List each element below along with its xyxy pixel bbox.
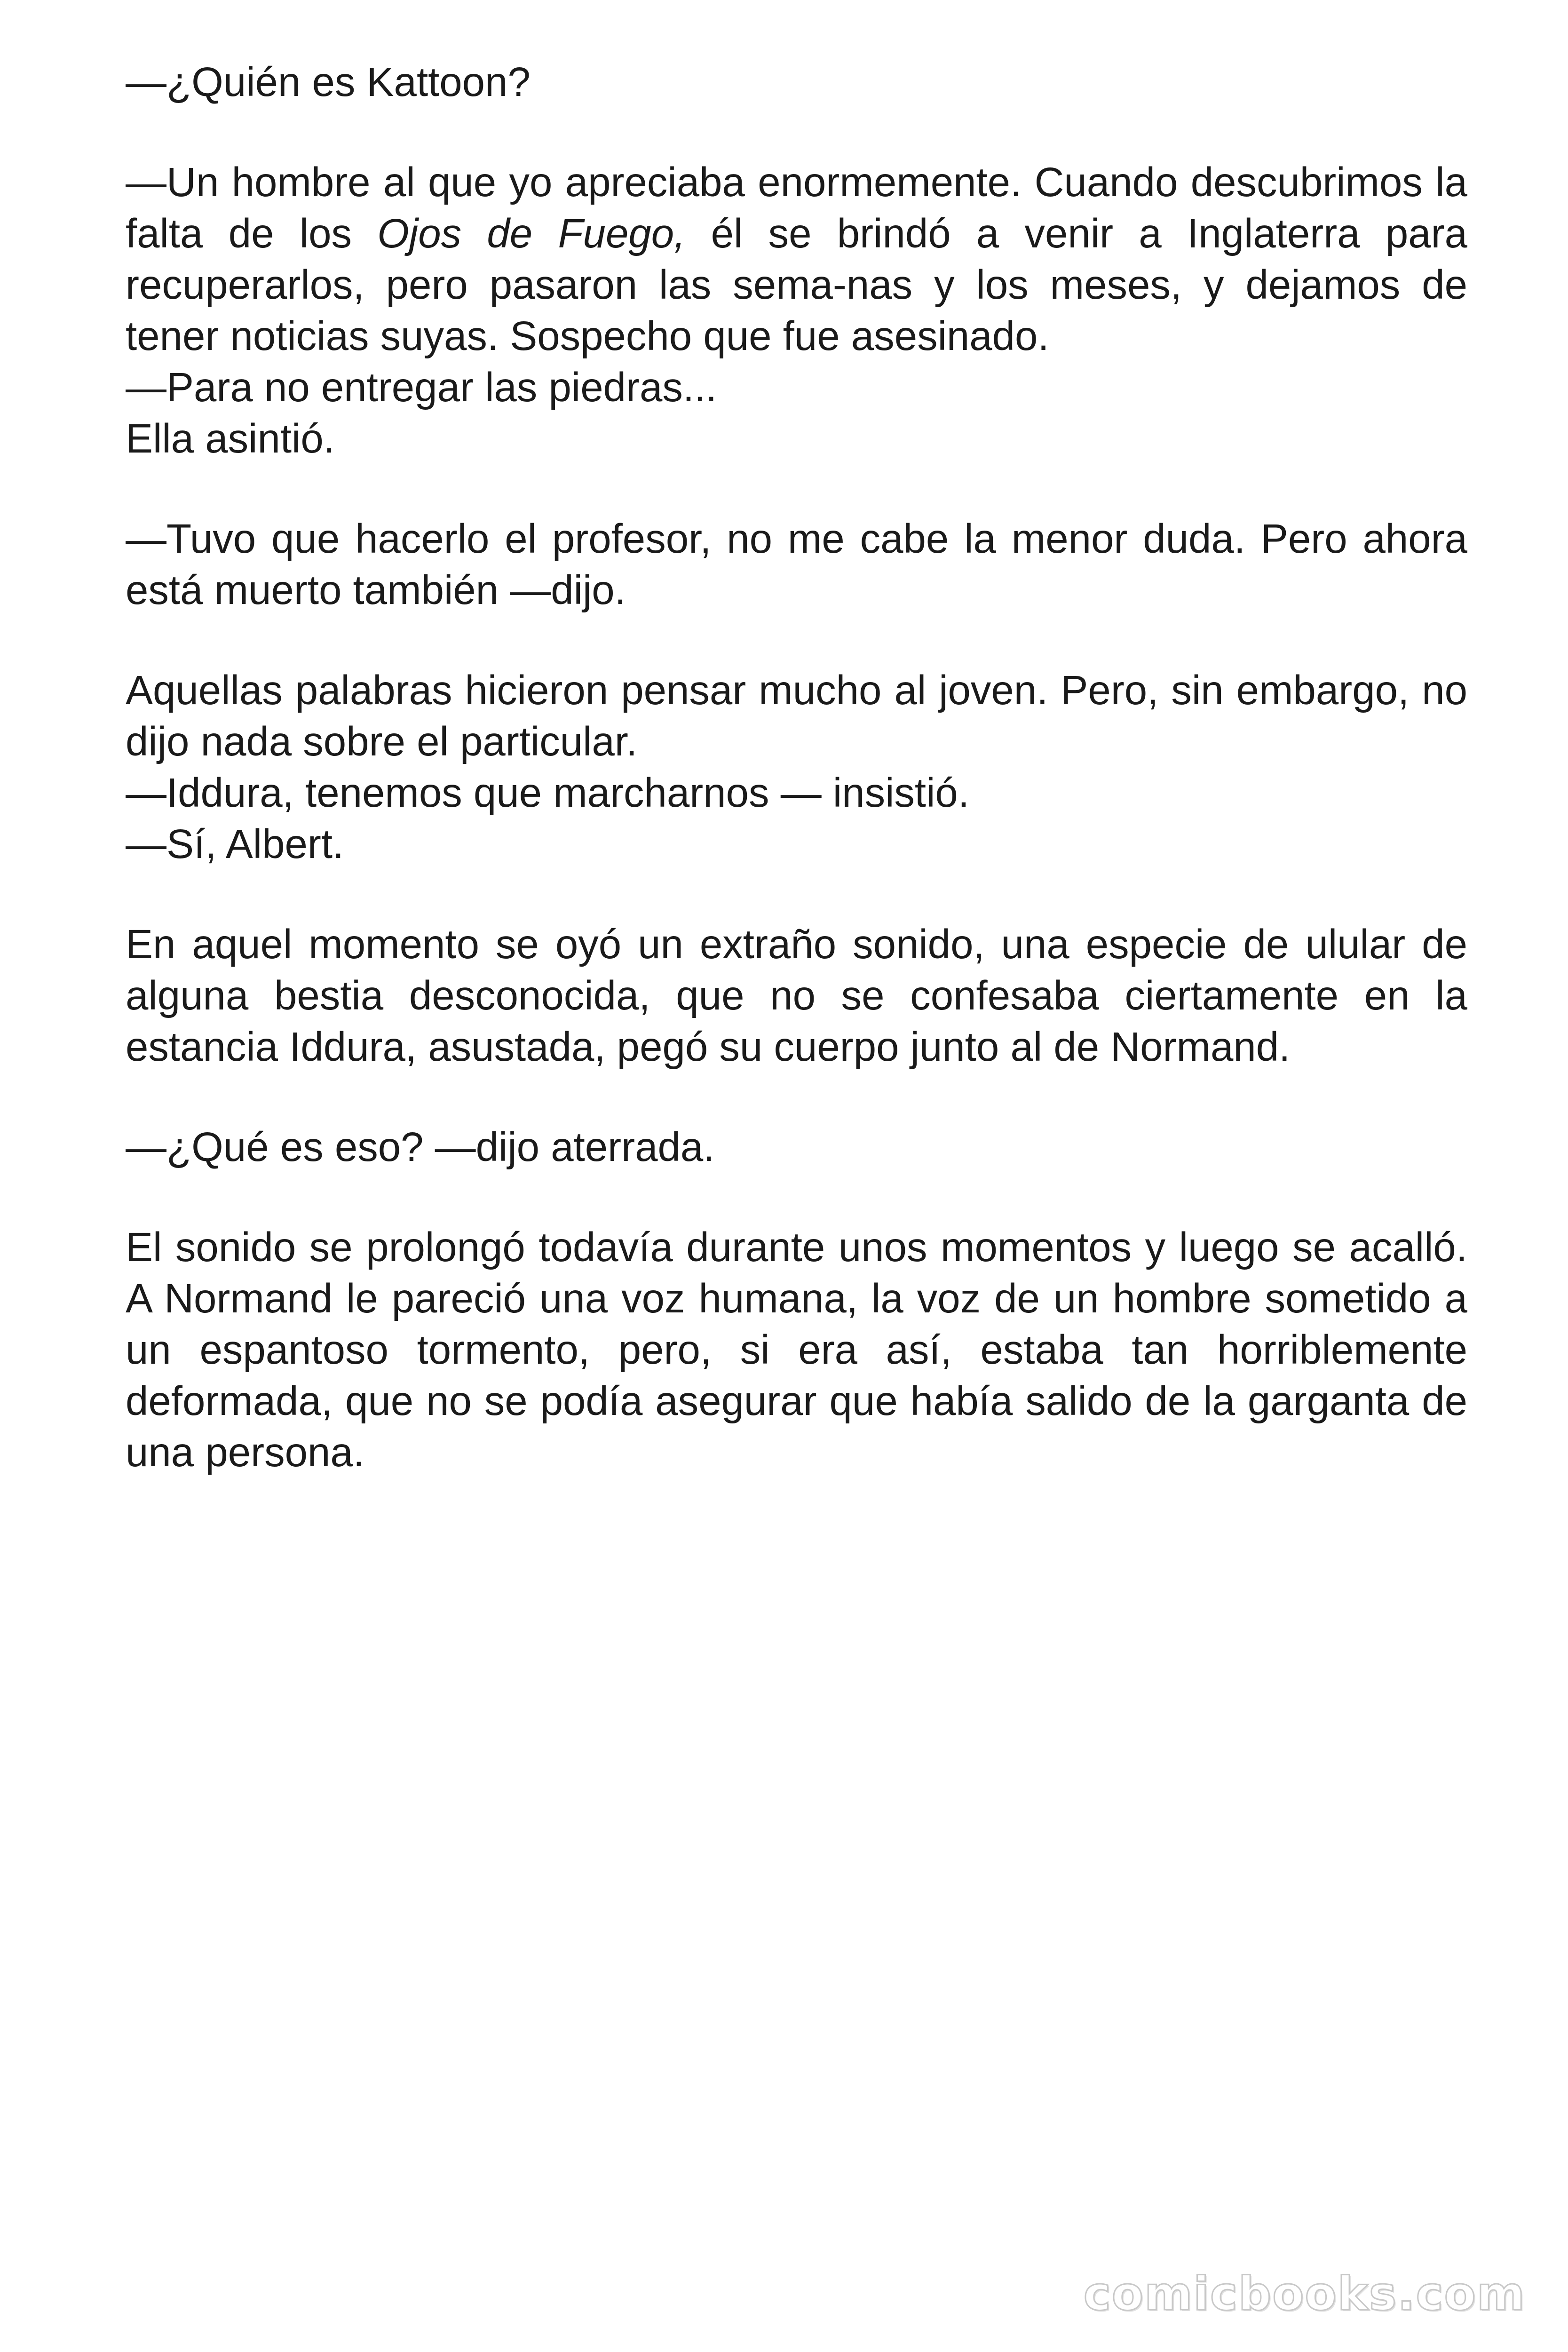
paragraph-professor: —Tuvo que hacerlo el profesor, no me cabe la menor duda. Pero ahora está muerto también —dijo. — [126, 516, 1467, 613]
paragraph-text: él se brindó a venir a Inglaterra para recuperarlos, pero pasaron las sema-nas y los meses, y dejamos de tener noticias suyas. Sospecho que fue asesinado. — [126, 211, 1468, 359]
watermark-logo: comicbooks.com — [1083, 2267, 1526, 2321]
paragraph-strange-sound: En aquel momento se oyó un extraño sonido, una especie de ulular de alguna bestia desconocida, que no se confesaba ciertamente en la estancia Iddura, asustada, pegó su cuerpo junto al de Normand. — [126, 922, 1467, 1070]
paragraph-kattoon-question: —¿Quién es Kattoon? — [126, 59, 531, 105]
paragraph-nod: Ella asintió. — [126, 416, 335, 461]
body-text — [126, 56, 1467, 1478]
paragraph-iddura-leave: —Iddura, tenemos que marcharnos — insistió. — [126, 770, 969, 816]
paragraph-stones: —Para no entregar las piedras... — [126, 365, 717, 410]
paragraph-young-man: Aquellas palabras hicieron pensar mucho al joven. Pero, sin embargo, no dijo nada sobre el particular. — [126, 667, 1467, 764]
paragraph-kattoon-answer — [126, 157, 1467, 362]
paragraph-human-voice: El sonido se prolongó todavía durante unos momentos y luego se acalló. A Normand le pareció una voz humana, la voz de un hombre sometido a un espantoso tormento, pero, si era así, estaba tan horriblemente deformada, que no se podía asegurar que había salido de la garganta de una persona. — [126, 1224, 1467, 1475]
paragraph-text: —Un hombre al que yo apreciaba enormemente. Cuando descubrimos la falta de los — [126, 159, 1467, 256]
paragraph-what-is-that: —¿Qué es eso? —dijo aterrada. — [126, 1124, 715, 1170]
book-title-italic: Ojos de Fuego, — [377, 211, 686, 256]
paragraph-albert: —Sí, Albert. — [126, 821, 344, 867]
